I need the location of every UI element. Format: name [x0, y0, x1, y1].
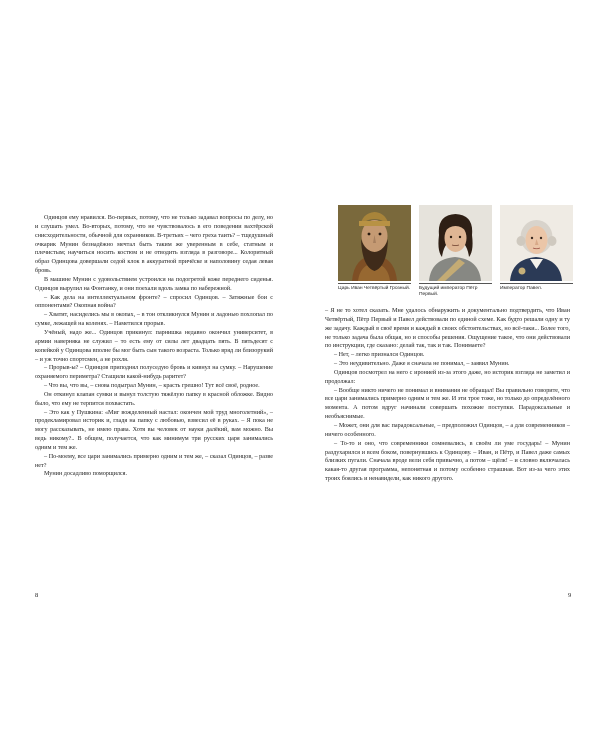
paragraph: Одинцов ему нравился. Во-первых, потому, что не только задавал вопросы по делу, но и слушать умел. Во-вторых, потому, что не чувствовалось в его поведении вахтёрской снисходительности, обычной для охранников. В-третьих – чего греха таить? – тщедушный очкарик Мунин безнадёжно мечтал быть таким же уверенным в себе, статным и плечистым; научиться носить костюм и не отводить взгляда в разговоре... Колоритный образ Одинцова довершали седой клок в аккуратной причёске и наполовину седая левая бровь.	[35, 215, 273, 275]
paragraph: Он откинул клапан сумки и вынул толстую тяжёлую папку в красной обложке. Видно было, что ему не терпится похвастать.	[35, 391, 273, 407]
caption-rule	[500, 283, 573, 284]
paragraph: – То-то и оно, что современники сомневались, в своём ли уме государь! – Мунин раздухарился и всем боком, повернувшись к Одинцову. – Иван, и Пётр, и Павел даже самых близких пугали. Сначала вроде вели себя привычно, а потом – щёлк! – и словно включалась какая-то другая программа, непонятная и потому особенно страшная. Вот из-за чего этих троих боялись и ненавидели, как никого другого.	[325, 440, 570, 483]
caption-rule	[419, 283, 492, 284]
paragraph: Мунин досадливо поморщился.	[44, 471, 128, 478]
portrait-peter	[419, 205, 492, 298]
left-page-text	[35, 214, 273, 479]
portrait-emperor-paul-icon	[500, 205, 573, 281]
portrait-paul	[500, 205, 573, 292]
portrait-caption: Царь Иван Четвёртый Грозный.	[338, 286, 411, 291]
paragraph: – Это как у Пушкина: «Миг вожделенный настал: окончен мой труд многолетний», – продекламировал историк и, гладя на папку с любовью, взвесил её в руках. – Я пока не могу рассказывать, не имею права. Хотя вы человек от науки далёкий, вам можно. Вы ведь никому?.. В общем, получается, что как минимум три русских царя занимались одним и тем же.	[35, 409, 273, 451]
caption-rule	[338, 283, 411, 284]
paragraph: – Может, они для вас парадоксальные, – предположил Одинцов, – а для современников – ничего особенного.	[325, 422, 570, 438]
page-number-left: 8	[35, 592, 39, 599]
paragraph: – По-моему, все цари занимались примерно одним и тем же, – сказал Одинцов, – разве нет?	[35, 453, 273, 469]
paragraph: – Я не то хотел сказать. Мне удалось обнаружить и документально подтвердить, что Иван Четвёртый, Пётр Первый и Павел действовали по единой схеме. Как будто решали одну и ту же задачу. Каждый в своё время и каждый в своих обстоятельствах, но всё-таки... Более того, не только задача была общая, но и способы решения. Ощущение такое, что они действовали по инструкции, где сказано: делай так, так и так. Понимаете?	[325, 308, 570, 350]
portrait-row	[338, 205, 573, 301]
paragraph: Учёный, надо же... Одинцов прикинул: парнишка недавно окончил университет, в армии наверняка не служил – то есть ему от силы лет двадцать пять. В пятьдесят с копейкой у Одинцова вполне бы мог быть сын такого возраста. Только вряд ли близорукий – и уж точно спортсмен, а не рохля.	[35, 329, 273, 363]
paragraph: Одинцов посмотрел на него с иронией из-за этого даже, но историк взгляда не заметил и продолжал:	[325, 369, 570, 385]
portrait-peter-the-first-icon	[419, 205, 492, 281]
paragraph: – Это неудивительно. Даже я сначала не понимал, – заявил Мунин.	[334, 361, 510, 368]
portrait-caption: Император Павел.	[500, 286, 543, 291]
portrait-caption: Будущий император Пётр Первый.	[419, 286, 478, 297]
portrait-ivan-the-terrible-icon	[338, 205, 411, 281]
paragraph: – Прорыв-ы? – Одинцов приподнял полуседую бровь и кивнул на сумку. – Нарушение охраняемого периметра? Стащили какой-нибудь раритет?	[35, 365, 273, 381]
paragraph: В машине Мунин с удовольствием устроился на подогретой коже переднего сиденья. Одинцов вырулил на Фонтанку, и они поехали вдоль замка по набережной.	[35, 276, 273, 292]
paragraph: – Вообще никто ничего не понимал и внимания не обращал! Вы правильно говорите, что все цари занимались примерно одним и тем же. И эти трое тоже, но только до определённого момента. А потом вдруг начинали совершать похожие поступки. Парадоксальные и необъяснимые.	[325, 387, 570, 421]
paragraph: – Что вы, что вы, – снова подыграл Мунин, – красть грешно! Тут всё своё, родное.	[44, 383, 260, 390]
paragraph: – Как дела на интеллектуальном фронте? – спросил Одинцов. – Затяжные бои с оппонентами? Окопная война?	[35, 294, 273, 310]
page-number-right: 9	[568, 592, 572, 599]
portrait-ivan	[338, 205, 411, 292]
paragraph: – Хватит, насиделись мы в окопах, – в тон откликнулся Мунин и ладонью похлопал по сумке, лежащей на коленях. – Наметился прорыв.	[35, 312, 273, 328]
paragraph: – Нет, – легко признался Одинцов.	[334, 352, 425, 359]
right-page-text	[325, 307, 570, 484]
